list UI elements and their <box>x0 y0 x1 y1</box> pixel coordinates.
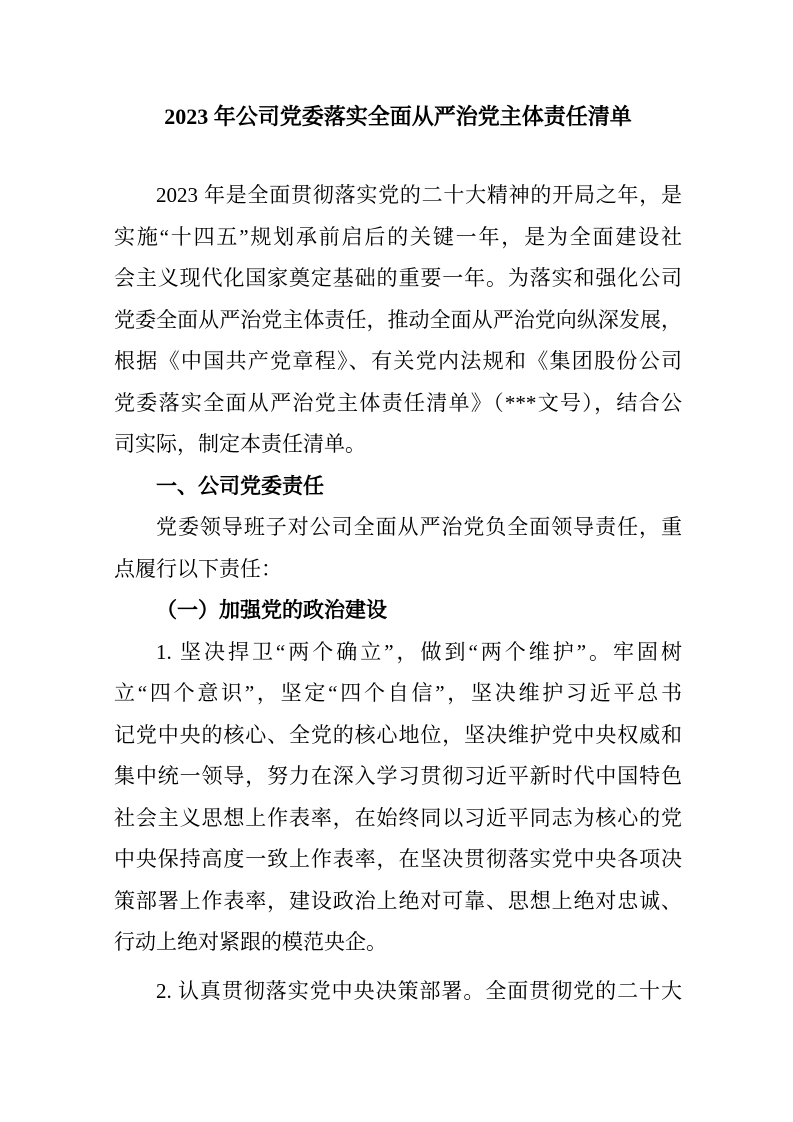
document-content <box>114 96 682 1012</box>
text-line: 党委落实全面从严治党主体责任清单》（***文号），结合公 <box>114 390 682 415</box>
text-line: 社会主义思想上作表率，在始终同以习近平同志为核心的党 <box>114 805 682 830</box>
paragraph-intro <box>114 175 682 466</box>
text-line: 党委全面从严治党主体责任，推动全面从严治党向纵深发展， <box>114 307 682 332</box>
text-line: 1. 坚决捍卫“两个确立”，做到“两个维护”。牢固树 <box>156 639 682 664</box>
text-line: 2023 年是全面贯彻落实党的二十大精神的开局之年，是 <box>156 183 682 207</box>
paragraph-section1-intro <box>114 507 682 590</box>
text-line: 策部署上作表率，建设政治上绝对可靠、思想上绝对忠诚、 <box>114 888 682 913</box>
text-line: 记党中央的核心、全党的核心地位，坚决维护党中央权威和 <box>114 722 682 747</box>
subsection-heading-1: （一）加强党的政治建设 <box>156 598 387 622</box>
text-line: 司实际，制定本责任清单。 <box>114 432 366 456</box>
document-title: 2023 年公司党委落实全面从严治党主体责任清单 <box>164 104 632 129</box>
text-line: 2. 认真贯彻落实党中央决策部署。全面贯彻党的二十大 <box>156 978 682 1003</box>
paragraph-item-1 <box>114 632 682 964</box>
section-heading-1: 一、公司党委责任 <box>156 473 324 498</box>
text-line: 点履行以下责任： <box>114 556 282 581</box>
text-line: 党委领导班子对公司全面从严治党负全面领导责任，重 <box>156 515 682 539</box>
paragraph-item-2 <box>114 971 682 1013</box>
text-line: 集中统一领导，努力在深入学习贯彻习近平新时代中国特色 <box>114 764 682 788</box>
text-line: 会主义现代化国家奠定基础的重要一年。为落实和强化公司 <box>114 266 682 290</box>
text-line: 根据《中国共产党章程》、有关党内法规和《集团股份公司 <box>114 349 682 373</box>
text-line: 行动上绝对紧跟的模范央企。 <box>114 930 387 954</box>
text-line: 立“四个意识”，坚定“四个自信”，坚决维护习近平总书 <box>114 681 682 705</box>
text-line: 中央保持高度一致上作表率，在坚决贯彻落实党中央各项决 <box>114 847 682 871</box>
text-line: 实施“十四五”规划承前启后的关键一年，是为全面建设社 <box>114 224 682 249</box>
